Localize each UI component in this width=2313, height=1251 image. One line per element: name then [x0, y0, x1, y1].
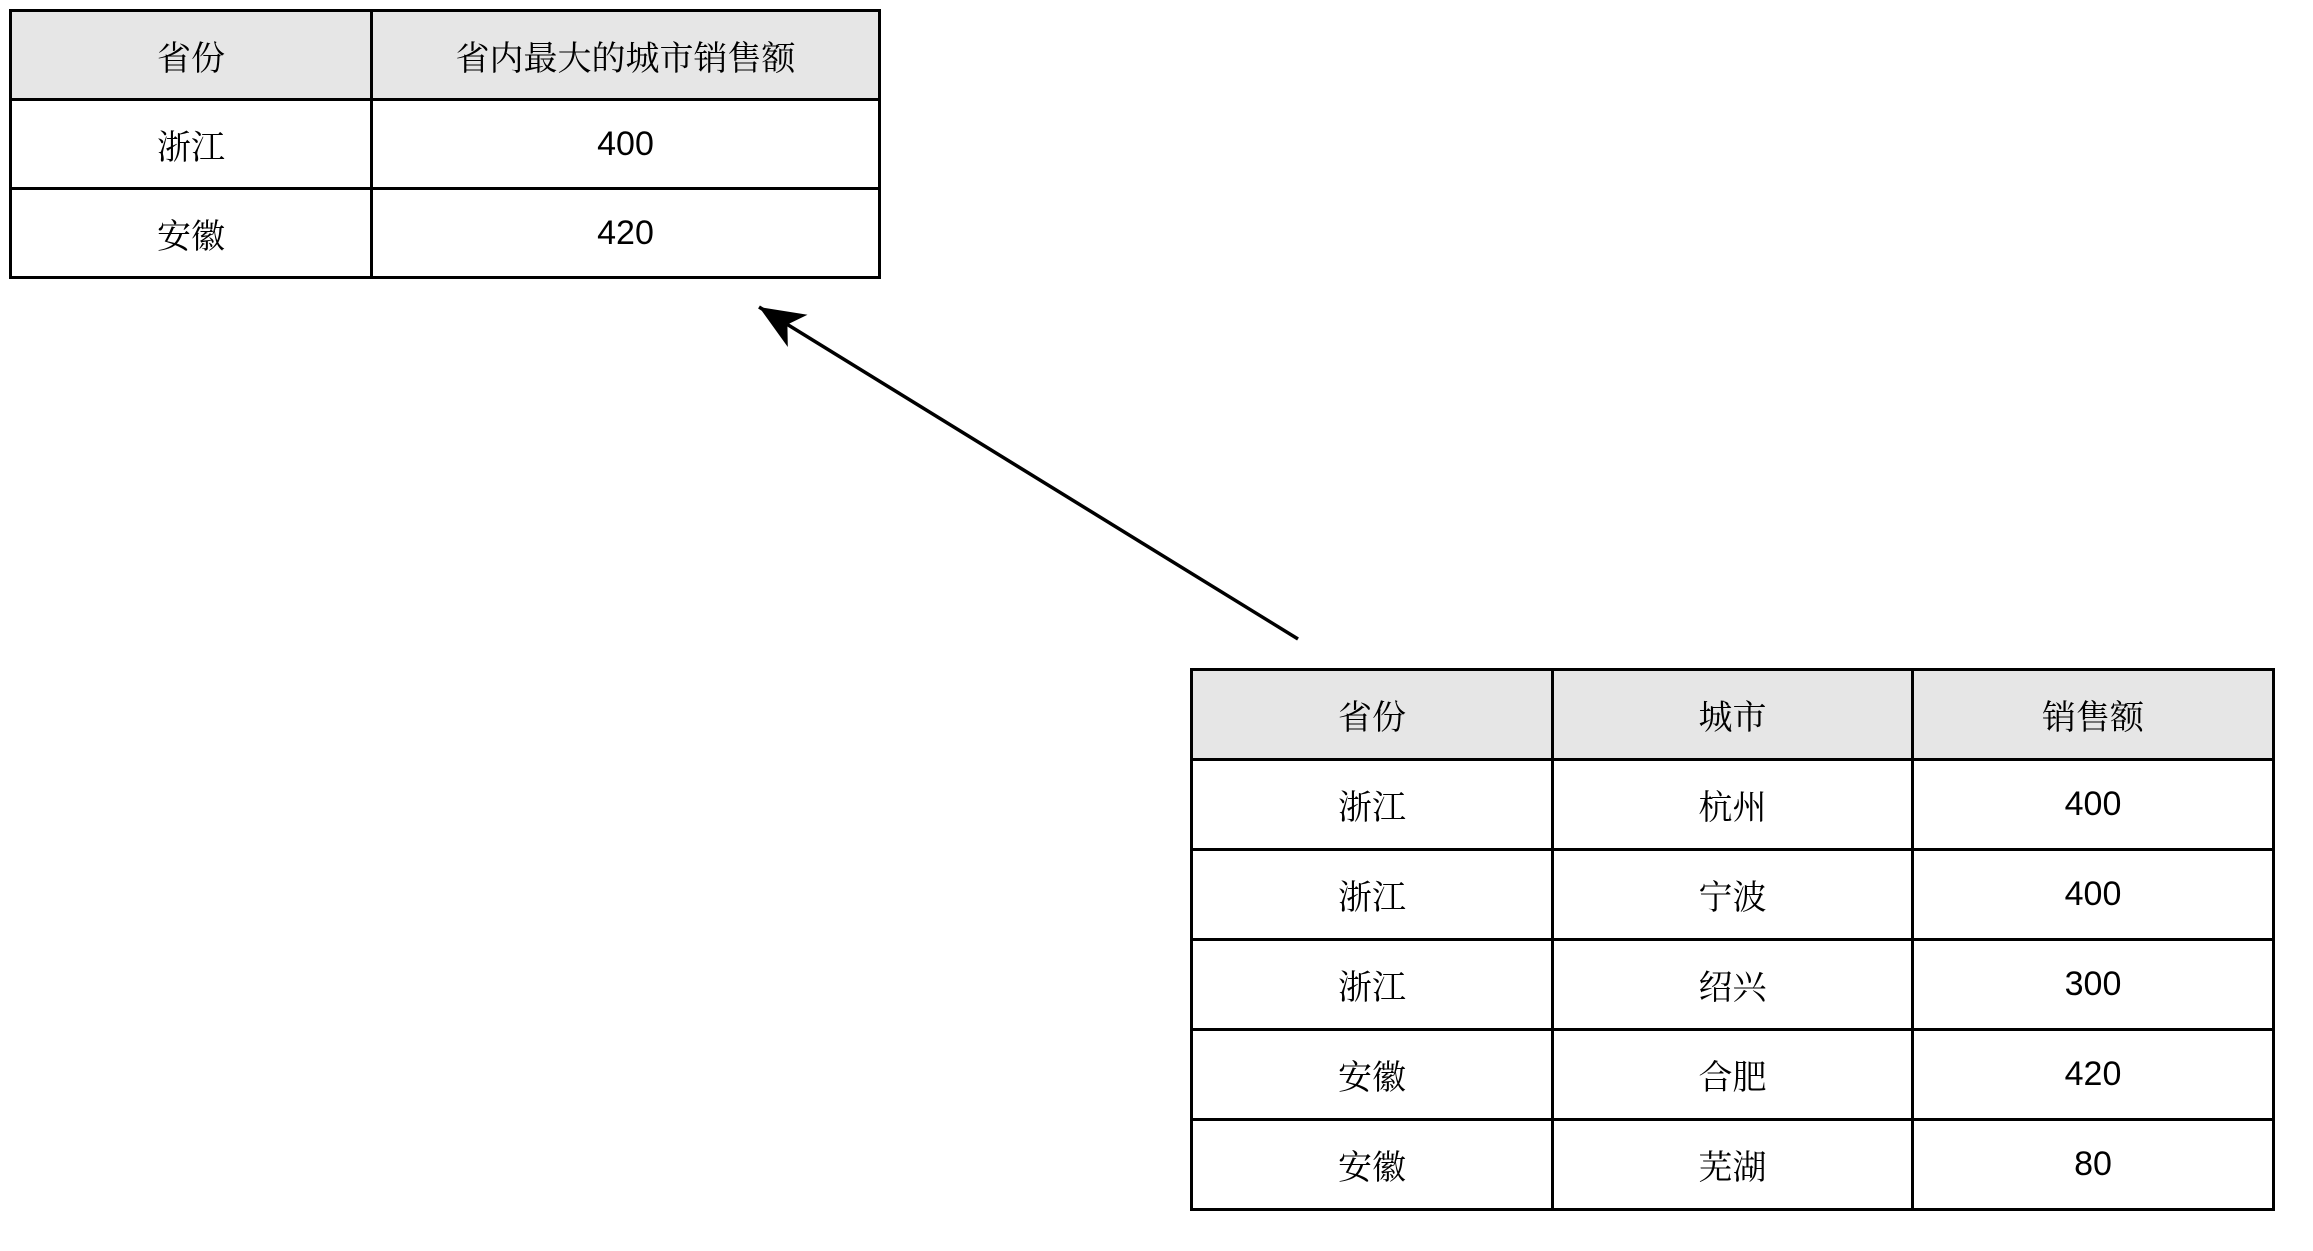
table-row [1192, 760, 2274, 850]
source-cell-province: 安徽 [1192, 1030, 1553, 1120]
source-cell-city: 杭州 [1553, 760, 1913, 850]
result-header-province: 省份 [11, 11, 372, 100]
source-cell-sales: 400 [1913, 850, 2274, 940]
table-row [1192, 850, 2274, 940]
result-cell-province: 浙江 [11, 100, 372, 189]
table-row [1192, 1030, 2274, 1120]
source-cell-province: 浙江 [1192, 940, 1553, 1030]
result-cell-province: 安徽 [11, 189, 372, 278]
source-cell-city: 宁波 [1553, 850, 1913, 940]
source-cell-sales: 400 [1913, 760, 2274, 850]
source-header-row [1192, 670, 2274, 760]
result-header-row [11, 11, 880, 100]
table-row [11, 100, 880, 189]
result-cell-sales: 400 [372, 100, 880, 189]
source-header-city: 城市 [1553, 670, 1913, 760]
source-cell-city: 合肥 [1553, 1030, 1913, 1120]
arrow-line [759, 307, 1298, 639]
source-cell-city: 绍兴 [1553, 940, 1913, 1030]
source-header-sales: 销售额 [1913, 670, 2274, 760]
source-cell-province: 浙江 [1192, 760, 1553, 850]
source-header-province: 省份 [1192, 670, 1553, 760]
source-cell-sales: 300 [1913, 940, 2274, 1030]
table-row [1192, 1120, 2274, 1210]
source-cell-sales: 80 [1913, 1120, 2274, 1210]
table-row [11, 189, 880, 278]
source-cell-sales: 420 [1913, 1030, 2274, 1120]
table-row [1192, 940, 2274, 1030]
result-header-max-city-sales: 省内最大的城市销售额 [372, 11, 880, 100]
source-cell-province: 安徽 [1192, 1120, 1553, 1210]
source-cell-city: 芜湖 [1553, 1120, 1913, 1210]
result-cell-sales: 420 [372, 189, 880, 278]
source-cell-province: 浙江 [1192, 850, 1553, 940]
result-table [9, 9, 881, 279]
source-table [1190, 668, 2275, 1211]
